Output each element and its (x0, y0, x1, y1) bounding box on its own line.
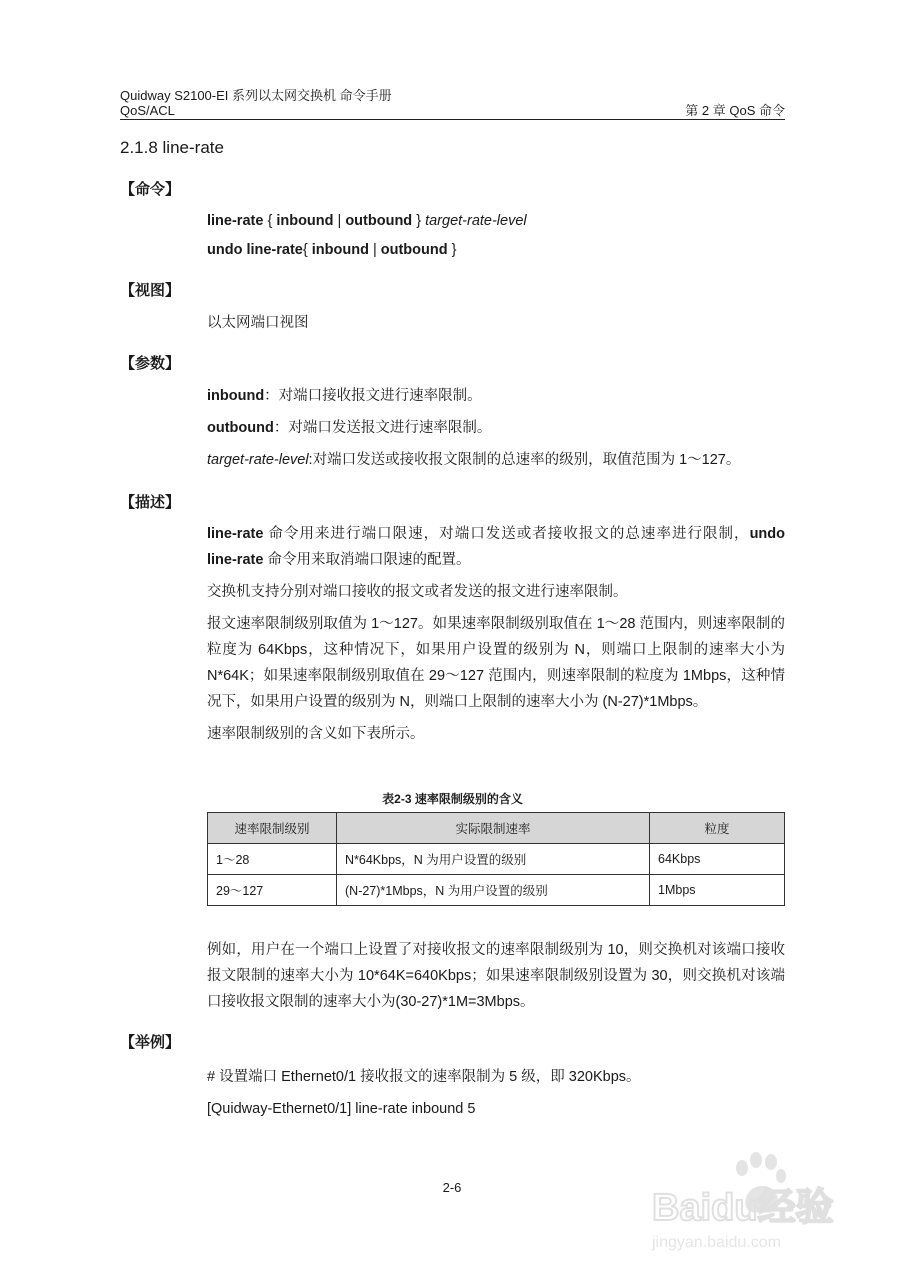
keyword: outbound (345, 213, 413, 229)
params-list (207, 383, 785, 473)
desc-paragraph-1 (207, 521, 785, 573)
rate-level-table (207, 812, 785, 906)
table-cell: 1Mbps (650, 875, 785, 906)
table-caption: 表2-3 速率限制级别的含义 (382, 792, 523, 806)
keyword: line-rate (207, 526, 264, 542)
param-sep: : (308, 452, 313, 468)
label-example: 【举例】 (120, 1034, 181, 1051)
table-header-cell: 实际限制速率 (337, 813, 650, 844)
table-cell: (N-27)*1Mbps，N 为用户设置的级别 (337, 875, 650, 906)
param-item (207, 415, 785, 441)
param-sep: ： (264, 388, 279, 404)
keyword: undo line-rate (207, 526, 785, 568)
header-subtitle: QoS/ACL (120, 103, 175, 118)
watermark-url: jingyan.baidu.com (652, 1234, 781, 1251)
header-rule (120, 119, 785, 120)
page-number: 2-6 (442, 1180, 462, 1195)
table-row (208, 844, 785, 875)
syntax-text: | (368, 242, 381, 258)
desc-block (207, 521, 785, 747)
param-name: outbound (207, 420, 274, 436)
argument: target-rate-level (425, 213, 527, 229)
baidu-watermark (650, 1146, 880, 1264)
watermark-brand: Baidu经验 (652, 1187, 834, 1229)
table-cell: 64Kbps (650, 844, 785, 875)
desc-text: 命令用来取消端口限速的配置。 (263, 552, 471, 568)
syntax-text: } (412, 213, 426, 229)
desc-paragraph-4: 速率限制级别的含义如下表所示。 (207, 726, 425, 742)
after-table-paragraph: 例如，用户在一个端口上设置了对接收报文的速率限制级别为 10，则交换机对该端口接收报文限制的速率大小为 10*64K=640Kbps；如果速率限制级别设置为 30，则交换机对该端口接收报文限制的速率大小为(30-27)*1M=3Mbps。 (207, 942, 785, 1010)
label-view: 【视图】 (120, 282, 181, 299)
label-params: 【参数】 (120, 355, 181, 372)
table-header-cell: 速率限制级别 (208, 813, 337, 844)
header-chapter: 第 2 章 QoS 命令 (685, 103, 785, 118)
command-line-2 (207, 237, 785, 263)
param-item (207, 383, 785, 409)
command-syntax (207, 208, 785, 263)
param-item (207, 447, 785, 473)
example-command: [Quidway-Ethernet0/1] line-rate inbound 5 (207, 1101, 476, 1117)
syntax-text: { (263, 213, 277, 229)
view-text: 以太网端口视图 (207, 315, 309, 331)
keyword: undo line-rate (207, 242, 303, 258)
desc-paragraph-3: 报文速率限制级别取值为 1～127。如果速率限制级别取值在 1～28 范围内，则速率限制的粒度为 64Kbps，这种情况下，如果用户设置的级别为 N，则端口上限制的速率大小为 N*64K；如果速率限制级别取值在 29～127 范围内，则速率限制的粒度为 1Mbps，这种情况下，如果用户设置的级别为 N，则端口上限制的速率大小为 (N-27)*1Mbps。 (207, 616, 785, 710)
syntax-text: | (333, 213, 346, 229)
header-title: Quidway S2100-EI 系列以太网交换机 命令手册 (120, 88, 392, 103)
desc-text: 命令用来进行端口限速，对端口发送或者接收报文的总速率进行限制， (263, 526, 750, 542)
desc-paragraph-2: 交换机支持分别对端口接收的报文或者发送的报文进行速率限制。 (207, 584, 628, 600)
baidu-logo-icon (650, 1146, 880, 1236)
param-desc: 对端口接收报文进行速率限制。 (278, 388, 482, 404)
example-block (207, 1064, 785, 1122)
table-header-row (208, 813, 785, 844)
param-sep: ： (273, 420, 289, 436)
command-line-1 (207, 208, 785, 234)
table-cell: 29～127 (208, 875, 337, 906)
table-row (208, 875, 785, 906)
table-cell: 1～28 (208, 844, 337, 875)
label-desc: 【描述】 (120, 494, 181, 511)
example-comment: # 设置端口 Ethernet0/1 接收报文的速率限制为 5 级，即 320Kbps。 (207, 1069, 641, 1085)
keyword: line-rate (207, 213, 264, 229)
label-command: 【命令】 (120, 181, 181, 198)
param-desc: 对端口发送报文进行速率限制。 (288, 420, 492, 436)
keyword: inbound (311, 242, 369, 258)
param-desc: 对端口发送或接收报文限制的总速率的级别，取值范围为 1～127。 (312, 452, 741, 468)
syntax-text: } (447, 242, 457, 258)
keyword: inbound (276, 213, 334, 229)
param-name: target-rate-level (207, 452, 309, 468)
table-header-cell: 粒度 (650, 813, 785, 844)
syntax-text: { (302, 242, 312, 258)
example-explanation (207, 937, 785, 1015)
param-name: inbound (207, 388, 265, 404)
section-title: 2.1.8 line-rate (120, 138, 224, 157)
table-cell: N*64Kbps，N 为用户设置的级别 (337, 844, 650, 875)
keyword: outbound (380, 242, 448, 258)
